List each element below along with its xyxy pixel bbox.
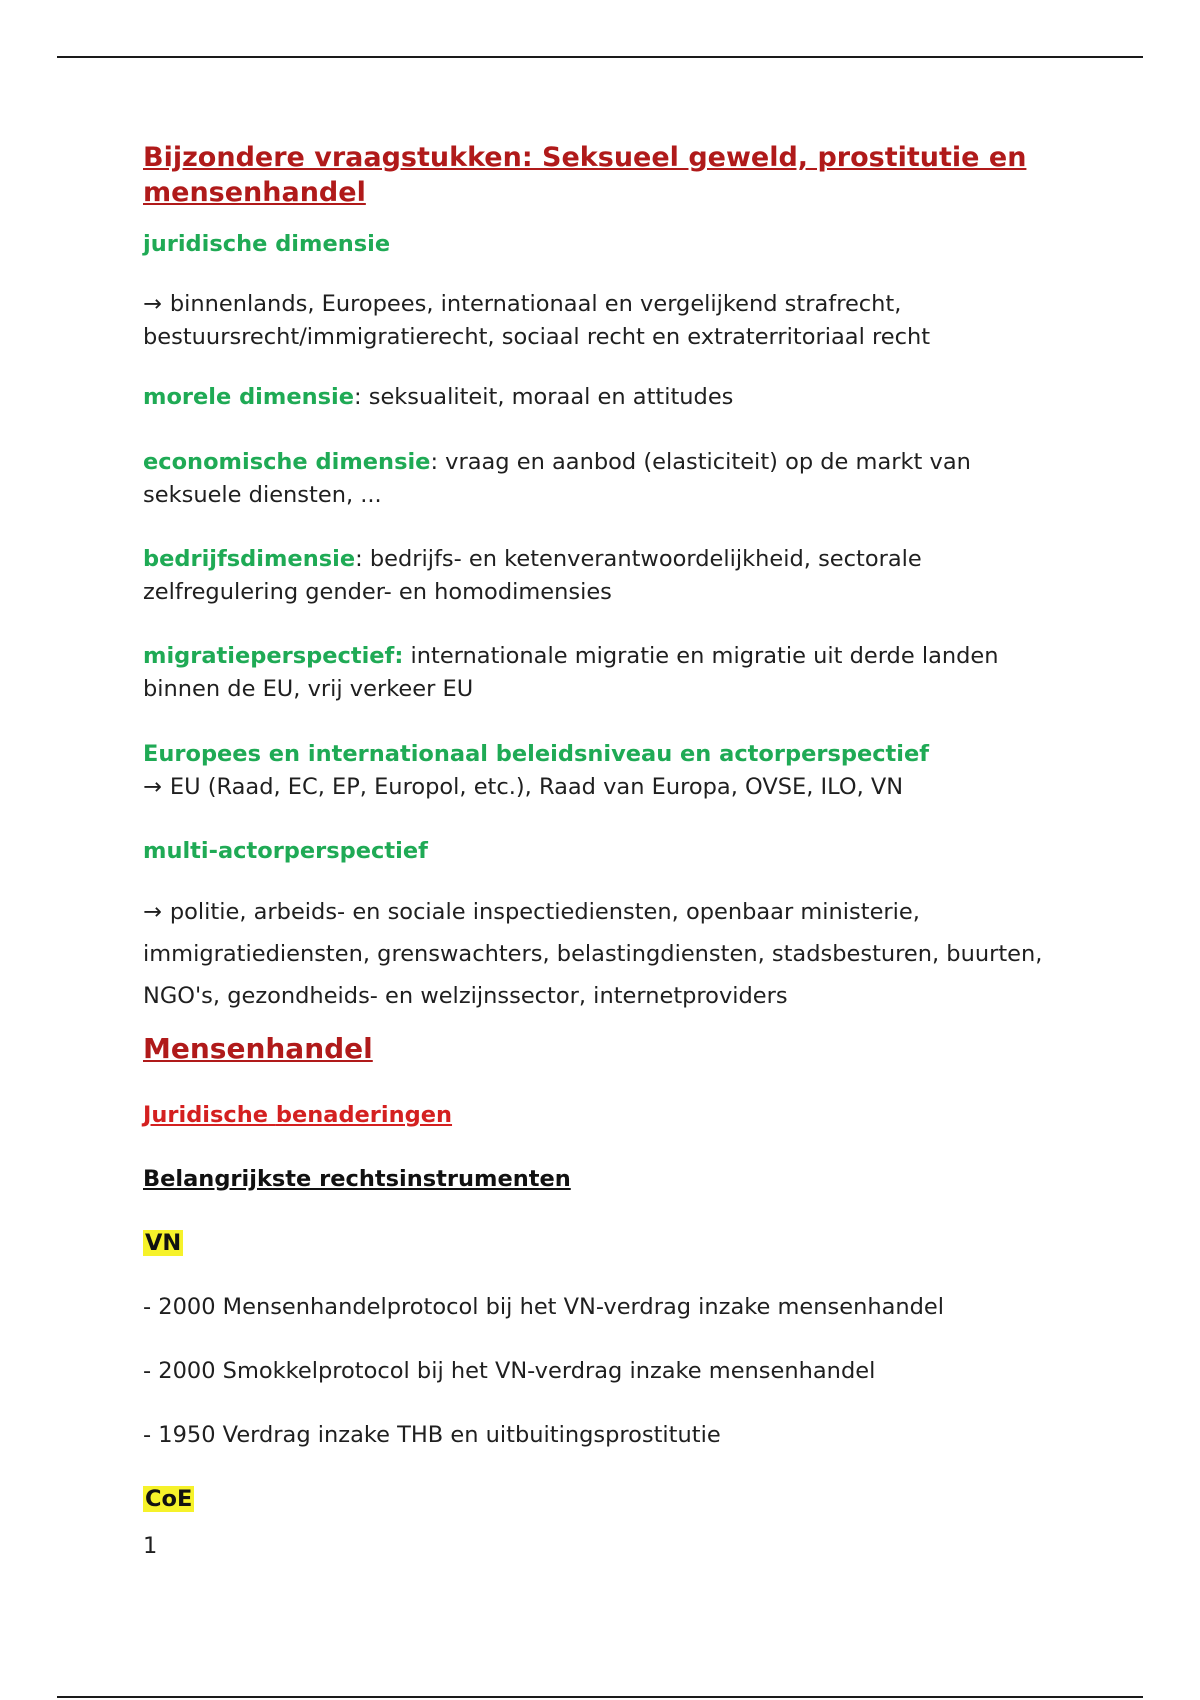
heading-belangrijkste-rechtsinstrumenten: Belangrijkste rechtsinstrumenten: [143, 1166, 571, 1192]
document-body: [143, 140, 1063, 1563]
arrow-right-icon: →: [143, 774, 162, 800]
label-vn-wrapper: [143, 1227, 1063, 1260]
paragraph-europees: [143, 771, 1063, 804]
multi-text: politie, arbeids- en sociale inspectiediensten, openbaar ministerie, immigratiediensten, grenswachters, belastingdiensten, stadsbesturen, buurten, NGO's, gezondheids- en welzijnssector, internetproviders: [143, 899, 1043, 1009]
label-bedrijfsdimensie: bedrijfsdimensie: [143, 546, 356, 572]
heading-multi-actorperspectief: multi-actorperspectief: [143, 838, 428, 864]
paragraph-bedrijfs: [143, 543, 1063, 609]
document-title: Bijzondere vraagstukken: Seksueel geweld, prostitutie en mensenhandel: [143, 142, 1027, 208]
paragraph-migratie: [143, 640, 1063, 706]
label-coe-wrapper: [143, 1483, 1063, 1516]
vn-item-2: - 2000 Smokkelprotocol bij het VN-verdrag inzake mensenhandel: [143, 1358, 876, 1384]
europees-text: EU (Raad, EC, EP, Europol, etc.), Raad van Europa, OVSE, ILO, VN: [169, 774, 904, 800]
section-title-mensenhandel: Mensenhandel: [143, 1032, 373, 1065]
bedrijfs-text: : bedrijfs- en ketenverantwoordelijkheid, sectorale zelfregulering gender- en homodimensies: [143, 546, 922, 605]
heading-juridische-dimensie: juridische dimensie: [143, 231, 391, 257]
label-morele-dimensie: morele dimensie: [143, 384, 354, 410]
bottom-rule: [57, 1696, 1143, 1698]
heading-juridische-benaderingen: [143, 1099, 1063, 1132]
word-juridische: Juridische: [143, 1102, 269, 1128]
top-rule: [57, 56, 1143, 58]
label-economische-dimensie: economische dimensie: [143, 449, 431, 475]
arrow-right-icon: →: [143, 291, 162, 317]
vn-item-1: - 2000 Mensenhandelprotocol bij het VN-verdrag inzake mensenhandel: [143, 1294, 945, 1320]
paragraph-multi: [143, 891, 1063, 1017]
label-migratieperspectief: migratieperspectief:: [143, 643, 404, 669]
juridische-text: binnenlands, Europees, internationaal en vergelijkend strafrecht, bestuursrecht/immigratierecht, sociaal recht en extraterritoriaal recht: [143, 291, 931, 350]
paragraph-morele: [143, 381, 1063, 414]
heading-europees-beleidsniveau: Europees en internationaal beleidsniveau en actorperspectief: [143, 741, 930, 767]
vn-item-3: - 1950 Verdrag inzake THB en uitbuitingsprostitutie: [143, 1422, 721, 1448]
morele-text: : seksualiteit, moraal en attitudes: [353, 384, 734, 410]
page-number: 1: [143, 1533, 158, 1559]
paragraph-economische: [143, 446, 1063, 512]
migratie-text: internationale migratie en migratie uit derde landen binnen de EU, vrij verkeer EU: [143, 643, 999, 702]
label-coe: CoE: [145, 1486, 193, 1512]
economische-text: : vraag en aanbod (elasticiteit) op de markt van seksuele diensten, ...: [143, 449, 971, 508]
arrow-right-icon: →: [143, 899, 162, 925]
word-benaderingen: benaderingen: [275, 1102, 453, 1128]
paragraph-juridische: [143, 288, 1063, 354]
label-vn: VN: [145, 1230, 182, 1256]
